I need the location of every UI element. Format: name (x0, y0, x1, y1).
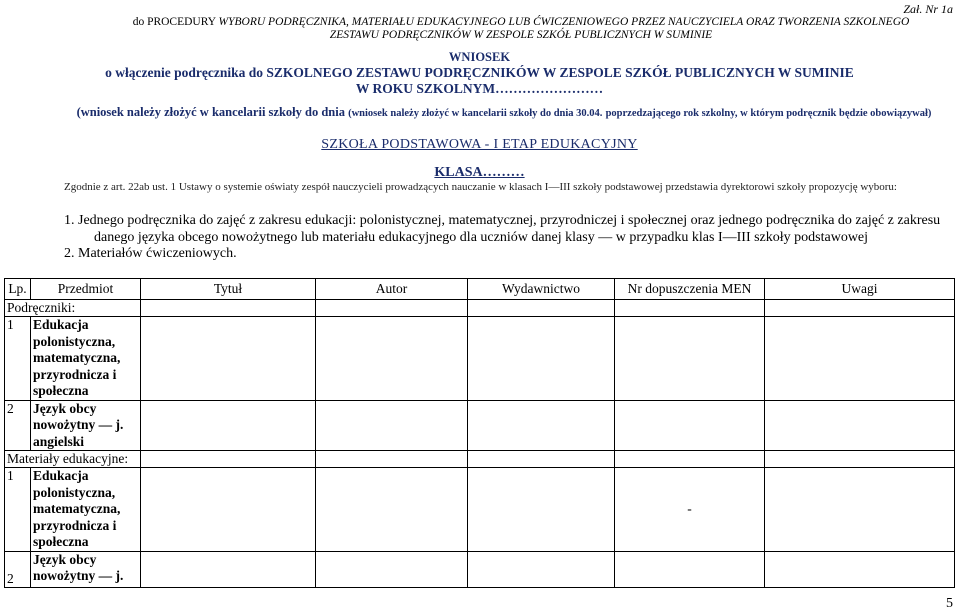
publisher-cell[interactable] (468, 317, 615, 401)
header-title: Tytuł (141, 279, 316, 300)
table-cell[interactable] (316, 451, 468, 468)
table-cell[interactable] (468, 300, 615, 317)
table-cell[interactable] (765, 300, 955, 317)
table-header-row (5, 279, 955, 300)
table-cell[interactable] (615, 300, 765, 317)
submission-note-small: (wniosek należy złożyć w kancelarii szkoły do dnia 30.04. (348, 108, 603, 119)
row-subject: Edukacja polonistyczna, matematyczna, przyrodnicza i społeczna (31, 468, 141, 552)
legal-basis-text: Zgodnie z art. 22ab ust. 1 Ustawy o systemie oświaty zespół nauczycieli prowadzących nauczanie w klasach I—III szkoły podstawowej przedstawia dyrektorowi szkoły propozycję wyboru: (64, 181, 897, 193)
procedure-prefix: do PROCEDURY (132, 16, 216, 28)
row-number: 1 (5, 317, 31, 401)
point-2: 2. Materiałów ćwiczeniowych. (64, 246, 237, 261)
author-cell[interactable] (316, 400, 468, 451)
textbook-table (4, 278, 955, 588)
submission-note-main: (wniosek należy złożyć w kancelarii szkoły do dnia (76, 105, 345, 119)
section-label-materials: Materiały edukacyjne: (5, 451, 141, 468)
submission-note-rest: poprzedzającego rok szkolny, w którym podręcznik będzie obowiązywał) (605, 108, 932, 119)
notes-cell[interactable] (765, 468, 955, 552)
publisher-cell[interactable] (468, 551, 615, 587)
table-cell[interactable] (141, 300, 316, 317)
table-row (5, 468, 955, 552)
attachment-label: Zał. Nr 1a (903, 2, 953, 16)
table-cell[interactable] (765, 451, 955, 468)
row-number: 1 (5, 468, 31, 552)
approval-cell[interactable] (615, 317, 765, 401)
table-cell[interactable] (141, 451, 316, 468)
author-cell[interactable] (316, 551, 468, 587)
request-title: o włączenie podręcznika do SZKOLNEGO ZESTAWU PODRĘCZNIKÓW W ZESPOLE SZKÓŁ PUBLICZNYCH W SUMINIE (105, 65, 854, 80)
publisher-cell[interactable] (468, 468, 615, 552)
header-subject: Przedmiot (31, 279, 141, 300)
submission-note (64, 104, 944, 122)
point-1-text: 1. Jednego podręcznika do zajęć z zakresu edukacji: polonistycznej, matematycznej, przyrodniczej i społecznej oraz jednego podręcznika do zajęć z zakresu danego języka obcego nowożytnego lub materiału edukacyjnego dla uczniów danej klasy — w przypadku klas I—III szkoły podstawowej (64, 213, 941, 245)
title-cell[interactable] (141, 317, 316, 401)
table-cell[interactable] (468, 451, 615, 468)
title-cell[interactable] (141, 551, 316, 587)
author-cell[interactable] (316, 468, 468, 552)
title-cell[interactable] (141, 468, 316, 552)
table-row (5, 317, 955, 401)
header-publisher: Wydawnictwo (468, 279, 615, 300)
page-number: 5 (946, 596, 953, 611)
title-cell[interactable] (141, 400, 316, 451)
author-cell[interactable] (316, 317, 468, 401)
school-year-line: W ROKU SZKOLNYM…………………… (355, 81, 604, 96)
request-header (0, 50, 959, 97)
header-notes: Uwagi (765, 279, 955, 300)
row-number: 2 (5, 400, 31, 451)
notes-cell[interactable] (765, 317, 955, 401)
approval-cell[interactable] (615, 400, 765, 451)
school-heading: SZKOŁA PODSTAWOWA - I ETAP EDUKACYJNY (321, 137, 638, 152)
class-field: KLASA……… (434, 165, 525, 180)
notes-cell[interactable] (765, 400, 955, 451)
header-author: Autor (316, 279, 468, 300)
row-subject: Język obcy nowożytny — j. angielski (31, 400, 141, 451)
procedure-reference (90, 16, 952, 42)
row-subject: Język obcy nowożytny — j. (31, 551, 141, 587)
request-heading: WNIOSEK (448, 50, 511, 64)
table-cell[interactable] (615, 451, 765, 468)
approval-cell: - (615, 468, 765, 552)
procedure-title-line1: WYBORU PODRĘCZNIKA, MATERIAŁU EDUKACYJNEGO LUB ĆWICZENIOWEGO PRZEZ NAUCZYCIELA ORAZ TWORZENIA SZKOLNEGO (218, 16, 910, 28)
header-lp: Lp. (5, 279, 31, 300)
section-label-textbooks: Podręczniki: (5, 300, 141, 317)
table-cell[interactable] (316, 300, 468, 317)
point-1 (64, 212, 954, 246)
procedure-title-line2: ZESTAWU PODRĘCZNIKÓW W ZESPOLE SZKÓŁ PUBLICZNYCH W SUMINIE (329, 29, 713, 41)
section-row-textbooks (5, 300, 955, 317)
table-row (5, 400, 955, 451)
publisher-cell[interactable] (468, 400, 615, 451)
approval-cell[interactable] (615, 551, 765, 587)
notes-cell[interactable] (765, 551, 955, 587)
row-number: 2 (5, 551, 31, 587)
row-subject: Edukacja polonistyczna, matematyczna, przyrodnicza i społeczna (31, 317, 141, 401)
table-row (5, 551, 955, 587)
header-approval-number: Nr dopuszczenia MEN (615, 279, 765, 300)
section-row-materials (5, 451, 955, 468)
